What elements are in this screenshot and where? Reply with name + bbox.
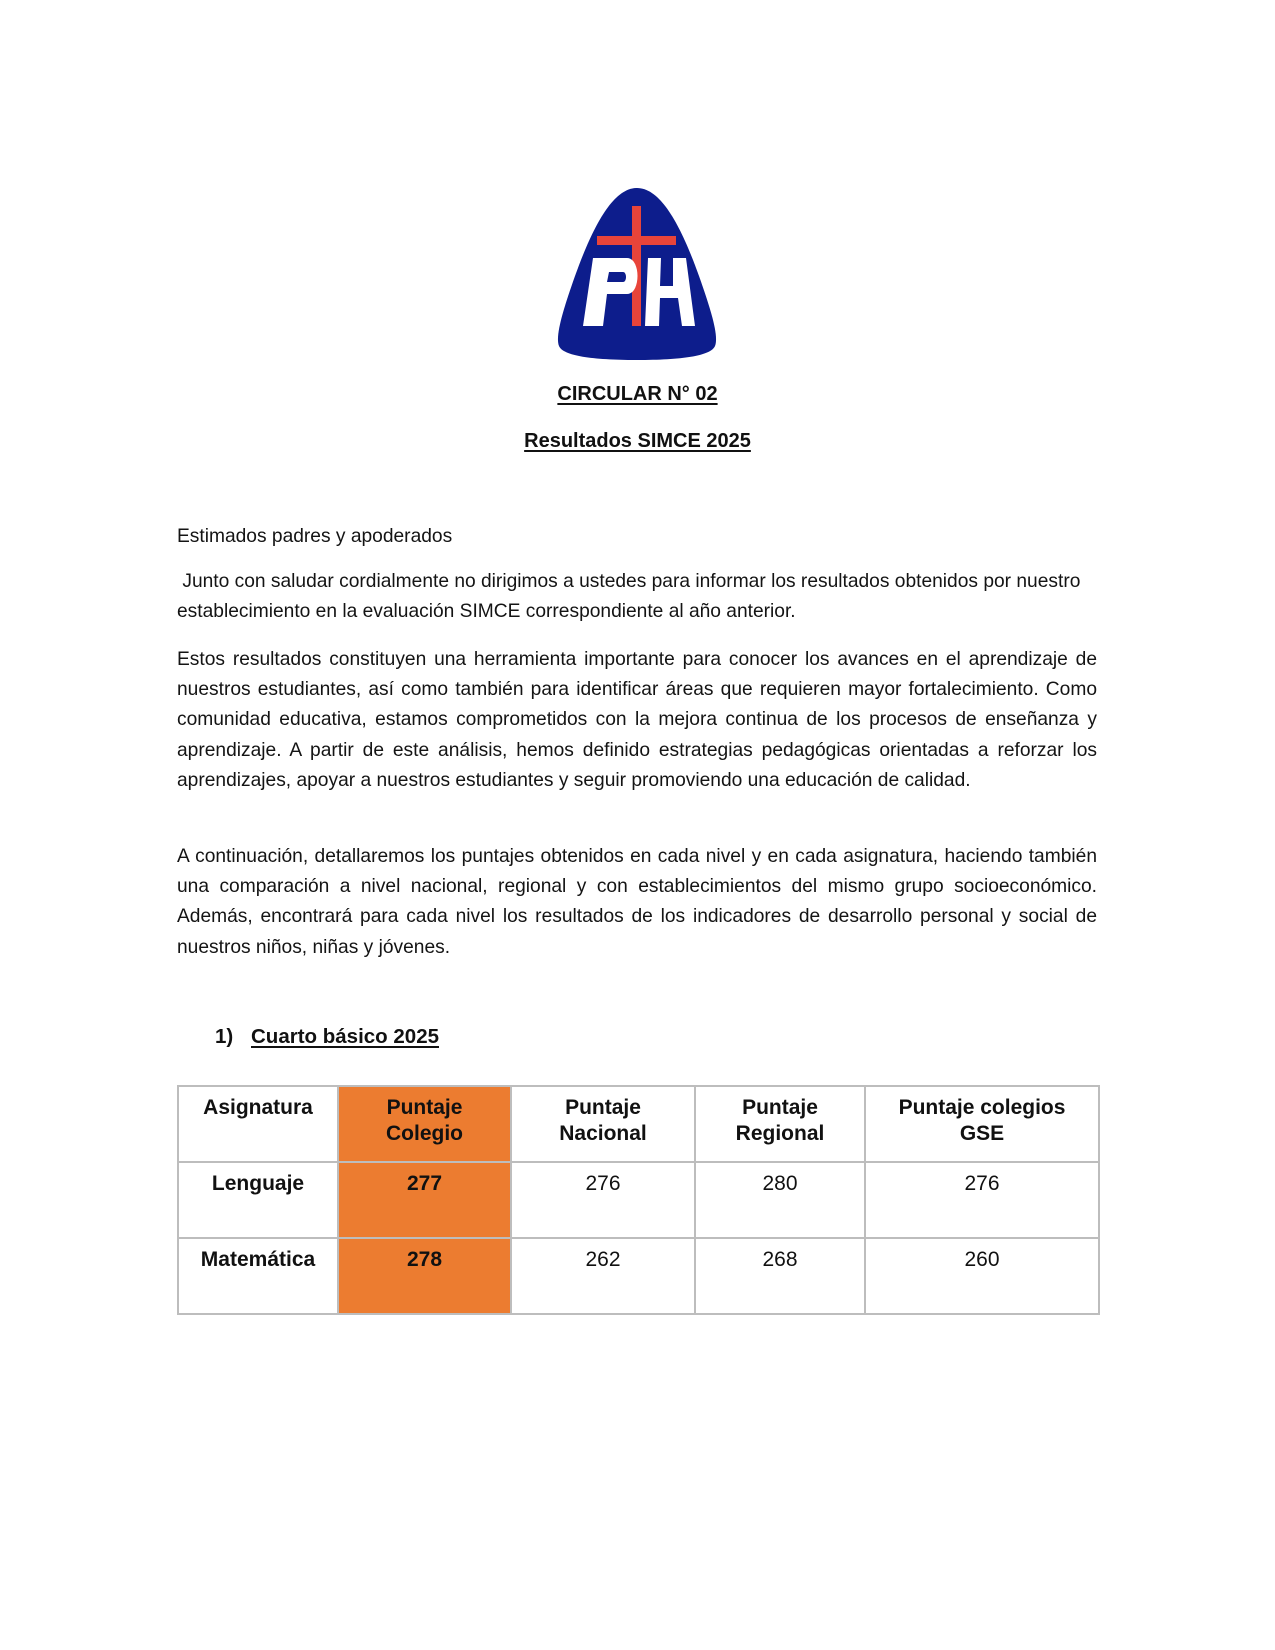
section-heading	[215, 1025, 439, 1049]
intro-paragraph: Junto con saludar cordialmente no dirigimos a ustedes para informar los resultados obtenidos por nuestro establecimiento en la evaluación SIMCE correspondiente al año anterior.	[177, 571, 1086, 623]
section-number: 1)	[215, 1025, 234, 1048]
cell-puntaje-gse: 276	[865, 1162, 1099, 1238]
greeting: Estimados padres y apoderados	[177, 526, 453, 547]
header-asignatura: Asignatura	[178, 1086, 338, 1162]
school-logo	[553, 186, 721, 360]
table-header-row	[178, 1086, 1099, 1162]
cell-puntaje-regional: 280	[695, 1162, 865, 1238]
details-paragraph: A continuación, detallaremos los puntajes obtenidos en cada nivel y en cada asignatura, haciendo también una comparación a nivel nacional, regional y con establecimientos del mismo grupo socioeconómico. Además, encontrará para cada nivel los resultados de los indicadores de desarrollo personal y social de nuestros niños, niñas y jóvenes.	[177, 846, 1097, 958]
circular-number: CIRCULAR N° 02	[557, 383, 718, 405]
cell-puntaje-colegio: 277	[338, 1162, 511, 1238]
table-row	[178, 1162, 1099, 1238]
header-puntaje-gse: Puntaje colegios GSE	[865, 1086, 1099, 1162]
table-row	[178, 1238, 1099, 1314]
logo-cross-horizontal	[597, 236, 676, 245]
cell-asignatura: Matemática	[178, 1238, 338, 1314]
cell-puntaje-regional: 268	[695, 1238, 865, 1314]
document-subtitle: Resultados SIMCE 2025	[524, 430, 751, 452]
cell-puntaje-colegio: 278	[338, 1238, 511, 1314]
cell-puntaje-nacional: 262	[511, 1238, 695, 1314]
cell-asignatura: Lenguaje	[178, 1162, 338, 1238]
section-title: Cuarto básico 2025	[251, 1025, 439, 1048]
header-puntaje-colegio: Puntaje Colegio	[338, 1086, 511, 1162]
header-puntaje-regional: Puntaje Regional	[695, 1086, 865, 1162]
header-puntaje-nacional: Puntaje Nacional	[511, 1086, 695, 1162]
cell-puntaje-gse: 260	[865, 1238, 1099, 1314]
results-paragraph: Estos resultados constituyen una herramienta importante para conocer los avances en el aprendizaje de nuestros estudiantes, así como también para identificar áreas que requieren mayor fortalecimiento. Como comunidad educativa, estamos comprometidos con la mejora continua de los procesos de enseñanza y aprendizaje. A partir de este análisis, hemos definido estrategias pedagógicas orientadas a reforzar los aprendizajes, apoyar a nuestros estudiantes y seguir promoviendo una educación de calidad.	[177, 649, 1097, 791]
cell-puntaje-nacional: 276	[511, 1162, 695, 1238]
scores-table	[177, 1085, 1100, 1315]
